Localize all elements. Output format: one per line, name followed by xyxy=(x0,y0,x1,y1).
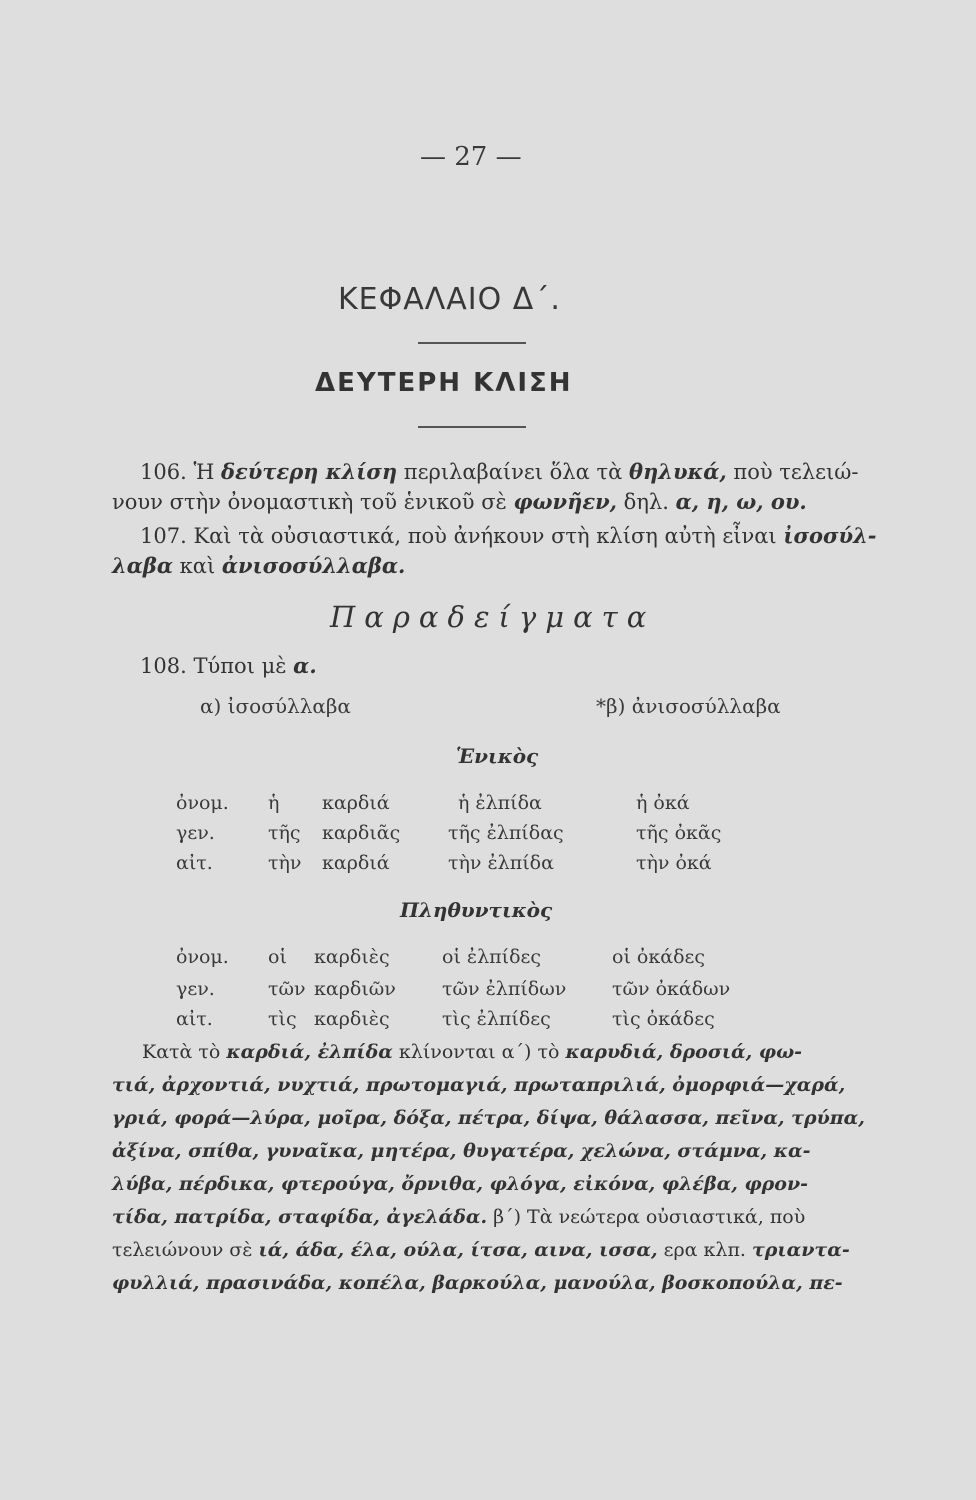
word-form: καρδιά xyxy=(322,792,390,814)
case-label: αἰτ. xyxy=(176,852,213,874)
term: φωνῆεν, xyxy=(513,489,617,514)
section-title: ΔΕΥΤΕΡΗ ΚΛΙΣΗ xyxy=(315,368,573,398)
para-number: 107. xyxy=(140,524,194,548)
term: καρδιά, ἐλπίδα xyxy=(226,1041,393,1063)
body-line xyxy=(112,1234,850,1267)
word-form: οἱ ὀκάδες xyxy=(612,946,705,968)
case-label: ὀνομ. xyxy=(176,792,229,814)
examples-heading: Παραδείγματα xyxy=(330,600,656,634)
right-column-heading: *β) ἀνισοσύλλαβα xyxy=(596,694,781,718)
article: τῶν xyxy=(268,978,306,1000)
chapter-title: ΚΕΦΑΛΑΙΟ Δ΄. xyxy=(338,282,561,317)
word-form: καρδιά xyxy=(322,852,390,874)
word-form: καρδιᾶς xyxy=(322,822,401,844)
word-form: τῆς ὀκᾶς xyxy=(636,822,722,844)
body-paragraph xyxy=(112,1036,865,1300)
case-label: γεν. xyxy=(176,978,215,1000)
text: δηλ. xyxy=(617,490,676,514)
text: κλίνονται α΄) τὸ xyxy=(392,1041,566,1063)
text: β΄) Τὰ νεώτερα οὐσιαστικά, ποὺ xyxy=(487,1206,806,1228)
paragraph-108 xyxy=(140,650,317,682)
case-label: γεν. xyxy=(176,822,215,844)
term: λαβα xyxy=(112,553,173,578)
article: οἱ xyxy=(268,946,287,968)
body-line: ἀξίνα, σπίθα, γυναῖκα, μητέρα, θυγατέρα, χελώνα, στάμνα, κα- xyxy=(112,1140,811,1162)
word-form: τὴν ἐλπίδα xyxy=(448,852,554,874)
article: τῆς xyxy=(268,822,301,844)
body-line: τιά, ἀρχοντιά, νυχτιά, πρωτομαγιά, πρωταπριλιά, ὀμορφιά—χαρά, xyxy=(112,1074,846,1096)
para-number: 108. xyxy=(140,654,194,678)
paragraph-107-line2 xyxy=(112,550,405,582)
term: τριαντα- xyxy=(752,1239,850,1261)
word-form: τῶν ὀκάδων xyxy=(612,978,731,1000)
term: τίδα, πατρίδα, σταφίδα, ἀγελάδα. xyxy=(112,1206,488,1228)
term: δεύτερη κλίση xyxy=(220,459,398,484)
word-form: καρδιῶν xyxy=(314,978,396,1000)
text: νουν στὴν ὀνομαστικὴ τοῦ ἑνικοῦ σὲ xyxy=(112,490,514,514)
text: Τύποι μὲ xyxy=(193,654,294,678)
divider-top xyxy=(418,342,526,344)
term: ἀνισοσύλλαβα. xyxy=(221,553,406,578)
term: καρυδιά, δροσιά, φω- xyxy=(565,1041,803,1063)
text: ποὺ τελειώ- xyxy=(726,460,859,484)
term: α. xyxy=(293,653,317,678)
word-form: οἱ ἐλπίδες xyxy=(442,946,542,968)
page-number: — 27 — xyxy=(420,142,522,172)
word-form: καρδιὲς xyxy=(314,1008,390,1030)
body-line xyxy=(112,1201,812,1234)
plural-label: Πληθυντικὸς xyxy=(400,898,553,922)
text: Καὶ τὰ οὐσιαστικά, ποὺ ἀνήκουν στὴ κλίση αὐτὴ εἶναι xyxy=(193,524,784,548)
text: καὶ xyxy=(173,554,222,578)
text: ερα κλπ. xyxy=(657,1239,753,1261)
para-number: 106. xyxy=(140,460,194,484)
word-form: τὶς ἐλπίδες xyxy=(442,1008,551,1030)
body-line xyxy=(112,1036,812,1069)
text: περιλαβαίνει ὅλα τὰ xyxy=(397,460,629,484)
divider-bottom xyxy=(418,426,526,428)
article: τὴν xyxy=(268,852,302,874)
article: ἡ xyxy=(268,792,280,814)
article: τὶς xyxy=(268,1008,297,1030)
body-line: λύβα, πέρδικα, φτερούγα, ὄρνιθα, φλόγα, εἰκόνα, φλέβα, φρον- xyxy=(112,1173,809,1195)
term: α, η, ω, ου. xyxy=(675,489,807,514)
word-form: ἡ ἐλπίδα xyxy=(458,792,542,814)
term: θηλυκά, xyxy=(628,459,727,484)
singular-label: Ἑνικὸς xyxy=(456,744,539,768)
text: Ἡ xyxy=(193,460,221,484)
body-line: γριά, φορά—λύρα, μοῖρα, δόξα, πέτρα, δίψα, θάλασσα, πεῖνα, τρύπα, xyxy=(112,1107,865,1129)
term: ἰσοσύλ- xyxy=(783,523,877,548)
word-form: ἡ ὀκά xyxy=(636,792,690,814)
term: ιά, άδα, έλα, ούλα, ίτσα, αινα, ισσα, xyxy=(258,1239,658,1261)
word-form: καρδιὲς xyxy=(314,946,390,968)
left-column-heading: α) ἰσοσύλλαβα xyxy=(200,694,351,718)
text: τελειώνουν σὲ xyxy=(112,1239,259,1261)
word-form: τὶς ὀκάδες xyxy=(612,1008,715,1030)
word-form: τῆς ἐλπίδας xyxy=(448,822,564,844)
text: Κατὰ τὸ xyxy=(142,1041,227,1063)
paragraph-107 xyxy=(140,520,877,552)
word-form: τὴν ὀκά xyxy=(636,852,712,874)
case-label: αἰτ. xyxy=(176,1008,213,1030)
paragraph-106-line2 xyxy=(112,486,807,518)
case-label: ὀνομ. xyxy=(176,946,229,968)
paragraph-106 xyxy=(140,456,858,488)
word-form: τῶν ἐλπίδων xyxy=(442,978,567,1000)
body-line: φυλλιά, πρασινάδα, κοπέλα, βαρκούλα, μανούλα, βοσκοπούλα, πε- xyxy=(112,1272,843,1294)
